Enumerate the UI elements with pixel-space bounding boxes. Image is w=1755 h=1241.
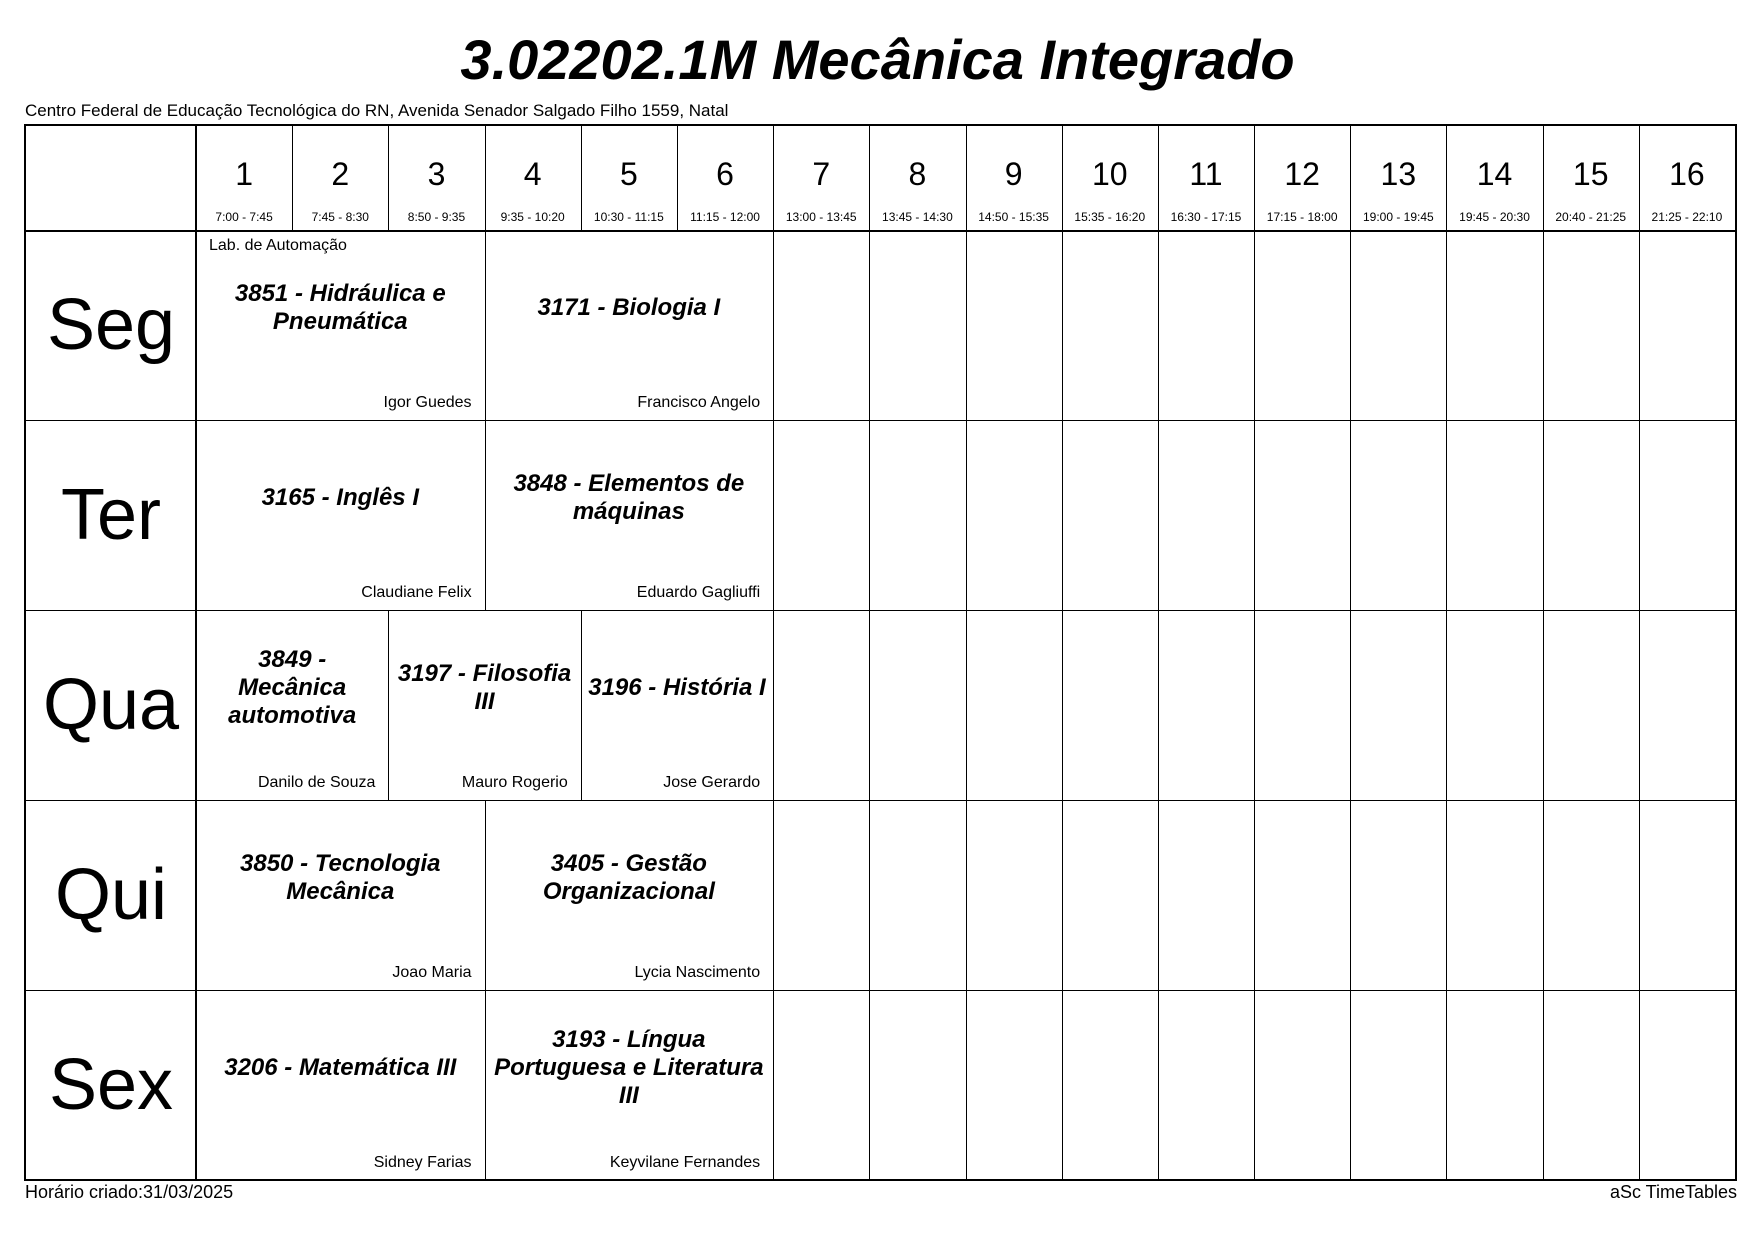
grid-line [1254,800,1255,990]
grid-line [869,420,870,610]
period-time: 15:35 - 16:20 [1074,210,1146,224]
lesson-cell [196,230,485,420]
lesson-cell [581,610,773,800]
period-time: 10:30 - 11:15 [593,210,664,224]
grid-line [773,230,774,420]
period-time: 16:30 - 17:15 [1170,210,1242,224]
period-time: 7:45 - 8:30 [311,210,369,224]
grid-line [1158,990,1159,1180]
period-number: 7 [812,156,831,192]
grid-line [1446,230,1447,420]
period-header-7 [773,126,869,230]
period-header-2 [292,126,388,230]
period-header-12 [1254,126,1350,230]
period-time: 11:15 - 12:00 [690,210,760,224]
period-time: 14:50 - 15:35 [978,210,1049,224]
period-time: 20:40 - 21:25 [1555,210,1627,224]
grid-line [1254,990,1255,1180]
grid-line [966,610,967,800]
grid-line [1254,610,1255,800]
grid-line [1350,230,1351,420]
period-header-1 [196,126,292,230]
grid-line [1446,800,1447,990]
day-label-qui: Qui [54,855,168,935]
grid-line [1639,800,1640,990]
grid-line [773,126,774,230]
grid-line [869,800,870,990]
grid-line [773,800,774,990]
grid-line [1446,420,1447,610]
grid-line [966,126,967,230]
grid-line [1543,610,1544,800]
lesson-cell [485,420,774,610]
grid-line [1254,126,1255,230]
period-header-9 [966,126,1062,230]
grid-line [869,230,870,420]
period-number: 6 [716,156,734,192]
grid-line [1158,800,1159,990]
period-number: 14 [1476,156,1513,192]
period-header-10 [1062,126,1158,230]
period-number: 4 [523,156,542,192]
grid-line [1639,230,1640,420]
grid-line [388,126,389,230]
grid-line [1543,420,1544,610]
grid-line [1062,990,1063,1180]
page-title: 3.02202.1M Mecânica Integrado [460,28,1295,91]
lesson-subject: 3849 - Mecânica automotiva [228,646,357,729]
lesson-teacher: Keyvilane Fernandes [609,1154,761,1171]
period-time: 17:15 - 18:00 [1266,210,1338,224]
period-time: 9:35 - 10:20 [500,210,565,224]
grid-line [869,990,870,1180]
period-header-14 [1446,126,1542,230]
grid-line [1062,126,1063,230]
grid-line [1350,800,1351,990]
period-time: 7:00 - 7:45 [215,210,273,224]
grid-line [581,126,582,230]
grid-line [1543,230,1544,420]
grid-line [1543,800,1544,990]
grid-line [1350,610,1351,800]
grid-line [677,126,678,230]
lesson-subject: 3193 - Língua Portuguesa e Literatura III [494,1026,764,1109]
grid-line [1062,230,1063,420]
period-time: 13:00 - 13:45 [785,210,857,224]
period-time: 13:45 - 14:30 [882,210,953,224]
period-time: 19:45 - 20:30 [1459,210,1530,224]
grid-line [292,126,293,230]
period-number: 11 [1189,156,1223,192]
period-number: 12 [1284,156,1320,192]
school-address: Centro Federal de Educação Tecnológica do RN, Avenida Senador Salgado Filho 1559, Natal [25,101,729,120]
lesson-teacher: Jose Gerardo [663,774,761,791]
lesson-cell [485,990,774,1180]
grid-line [1158,420,1159,610]
period-header-4 [485,126,581,230]
grid-line [966,230,967,420]
grid-line [1446,990,1447,1180]
period-header-16 [1639,126,1735,230]
grid-line [1446,610,1447,800]
lesson-subject: 3206 - Matemática III [224,1054,457,1081]
grid-line [966,990,967,1180]
lesson-teacher: Danilo de Souza [257,774,376,791]
period-number: 1 [235,156,253,192]
timetable-grid [24,124,1737,1181]
lesson-cell [485,230,774,420]
grid-line [869,126,870,230]
grid-line [773,610,774,800]
period-number: 16 [1669,156,1705,192]
lesson-teacher: Eduardo Gagliuffi [636,584,761,601]
period-header-13 [1350,126,1446,230]
lesson-teacher: Mauro Rogerio [461,774,568,791]
grid-line [1446,126,1447,230]
grid-line [1639,990,1640,1180]
grid-line [966,800,967,990]
grid-line [1350,990,1351,1180]
lesson-subject: 3405 - Gestão Organizacional [542,850,715,905]
lesson-cell [196,610,388,800]
period-number: 15 [1572,156,1609,192]
grid-line [1158,230,1159,420]
period-header-11 [1158,126,1254,230]
period-number: 2 [331,156,350,192]
grid-line [966,420,967,610]
lesson-teacher: Igor Guedes [383,394,472,411]
lesson-cell [388,610,580,800]
period-header-8 [869,126,965,230]
lesson-teacher: Sidney Farias [373,1154,472,1171]
grid-line [773,990,774,1180]
period-header-5 [581,126,677,230]
day-label-seg: Seg [46,285,176,365]
lesson-teacher: Joao Maria [392,964,472,981]
lesson-room: Lab. de Automação [209,237,347,254]
lesson-subject: 3171 - Biologia I [537,294,721,321]
period-time: 8:50 - 9:35 [407,210,466,224]
grid-line [1158,610,1159,800]
grid-line [1639,420,1640,610]
lesson-subject: 3165 - Inglês I [261,484,419,511]
lesson-cell [196,990,485,1180]
grid-line [1350,420,1351,610]
grid-line [773,420,774,610]
lesson-teacher: Francisco Angelo [637,394,761,411]
grid-line [485,126,486,230]
grid-line [1062,610,1063,800]
period-number: 5 [619,156,638,192]
grid-line [869,610,870,800]
grid-line [1254,230,1255,420]
grid-line [1543,126,1544,230]
software-credit: aSc TimeTables [1609,1182,1737,1202]
grid-line [1062,800,1063,990]
day-label-qua: Qua [42,665,180,745]
period-header-6 [677,126,773,230]
lesson-cell [196,800,485,990]
grid-line [1158,126,1159,230]
lesson-subject: 3197 - Filosofia III [397,660,572,715]
period-number: 8 [908,156,927,192]
lesson-subject: 3196 - História I [588,674,766,701]
lesson-subject: 3851 - Hidráulica e Pneumática [234,280,446,335]
period-number: 10 [1091,156,1128,192]
period-header-3 [388,126,484,230]
lesson-teacher: Claudiane Felix [361,584,472,601]
grid-line [1639,126,1640,230]
grid-line [1254,420,1255,610]
period-time: 19:00 - 19:45 [1362,210,1434,224]
period-number: 13 [1380,156,1417,192]
period-time: 21:25 - 22:10 [1651,210,1723,224]
grid-line [1639,610,1640,800]
period-number: 9 [1004,156,1023,192]
grid-line [1543,990,1544,1180]
day-label-ter: Ter [60,475,162,555]
created-date: Horário criado:31/03/2025 [25,1182,234,1202]
day-label-sex: Sex [48,1045,174,1125]
lesson-teacher: Lycia Nascimento [634,964,761,981]
lesson-cell [196,420,485,610]
lesson-subject: 3848 - Elementos de máquinas [513,470,745,525]
grid-line [1062,420,1063,610]
lesson-cell [485,800,774,990]
period-number: 3 [427,156,446,192]
lesson-subject: 3850 - Tecnologia Mecânica [240,850,441,905]
period-header-15 [1543,126,1639,230]
grid-line [1350,126,1351,230]
